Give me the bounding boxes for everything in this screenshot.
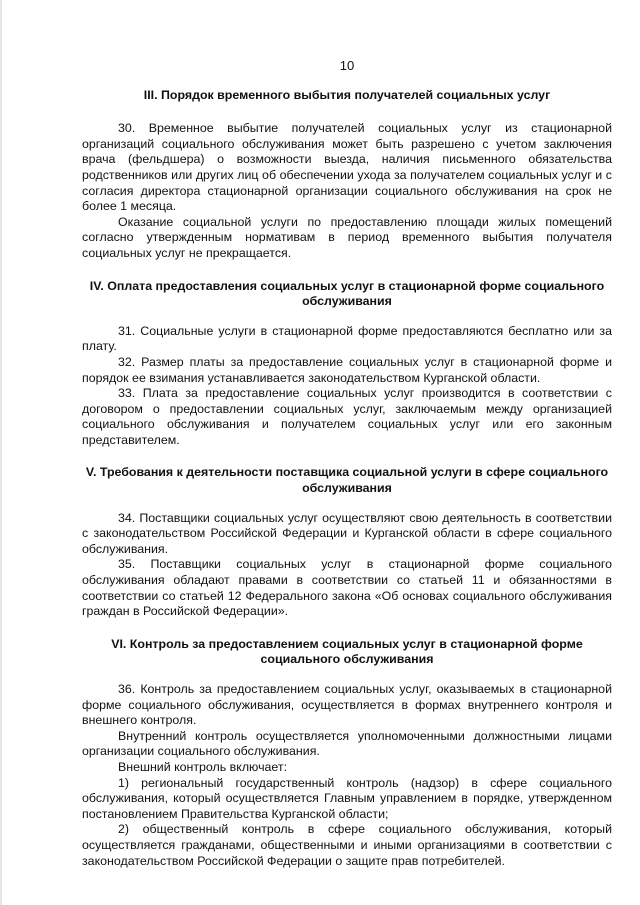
paragraph: 34. Поставщики социальных услуг осуществляют свою деятельность в соответствии с законодательством Российской Федерации и Курганской области в сфере социального обслуживания. — [82, 510, 612, 556]
paragraph: 36. Контроль за предоставлением социальных услуг, оказываемых в стационарной форме социального обслуживания, осуществляется в формах внутреннего контроля и внешнего контроля. — [82, 682, 612, 728]
scan-edge — [0, 0, 2, 905]
paragraph: 30. Временное выбытие получателей социальных услуг из стационарной организаций социального обслуживания может быть разрешено с учетом заключения врача (фельдшера) о возможности выезда, наличия письменного обязательства родственников или других лиц об обеспечении ухода за получателем социальных услуг и с согласия директора стационарной организации социального обслуживания на срок не более 1 месяца. — [82, 121, 612, 214]
paragraph: 31. Социальные услуги в стационарной форме предоставляются бесплатно или за плату. — [82, 323, 612, 354]
paragraph: Внешний контроль включает: — [118, 759, 288, 774]
section-title: III. Порядок временного выбытия получателей социальных услуг — [143, 87, 551, 102]
section-iii — [82, 88, 612, 262]
paragraph: Внутренний контроль осуществляется уполномоченными должностными лицами организации социального обслуживания. — [82, 728, 612, 759]
section-title: IV. Оплата предоставления социальных услуг в стационарной форме социального обслуживания — [89, 278, 605, 309]
paragraph: 33. Плата за предоставление социальных услуг производится в соответствии с договором о предоставлении социальных услуг, заключаемым между организацией социального обслуживания и получателем социальных услуг или его законным представителем. — [82, 386, 612, 447]
paragraph: 35. Поставщики социальных услуг в стационарной форме социального обслуживания обладают правами в соответствии со статьей 11 и обязанностями в соответствии со статьей 12 Федерального закона «Об основах социального обслуживания граждан в Российской Федерации». — [82, 557, 612, 619]
paragraph: 2) общественный контроль в сфере социального обслуживания, который осуществляется гражданами, общественными и иными организациями в соответствии с законодательством Российской Федерации о защите прав потребителей. — [82, 822, 612, 868]
document-page — [82, 58, 612, 886]
paragraph: 1) региональный государственный контроль (надзор) в сфере социального обслуживания, который осуществляется Главным управлением в порядке, утвержденном постановлением Правительства Курганской области; — [82, 775, 612, 821]
section-title: V. Требования к деятельности поставщика социальной услуги в сфере социального обслуживания — [85, 465, 609, 496]
section-v — [82, 465, 612, 619]
section-vi — [82, 637, 612, 869]
section-title: VI. Контроль за предоставлением социальных услуг в стационарной форме социального обслуживания — [111, 636, 583, 667]
paragraph: 32. Размер платы за предоставление социальных услуг в стационарной форме и порядок ее взимания устанавливается законодательством Курганской области. — [82, 354, 612, 385]
section-iv — [82, 279, 612, 449]
paragraph: Оказание социальной услуги по предоставлению площади жилых помещений согласно утвержденным нормативам в период временного выбытия получателя социальных услуг не прекращается. — [82, 214, 612, 260]
page-number: 10 — [339, 58, 355, 73]
